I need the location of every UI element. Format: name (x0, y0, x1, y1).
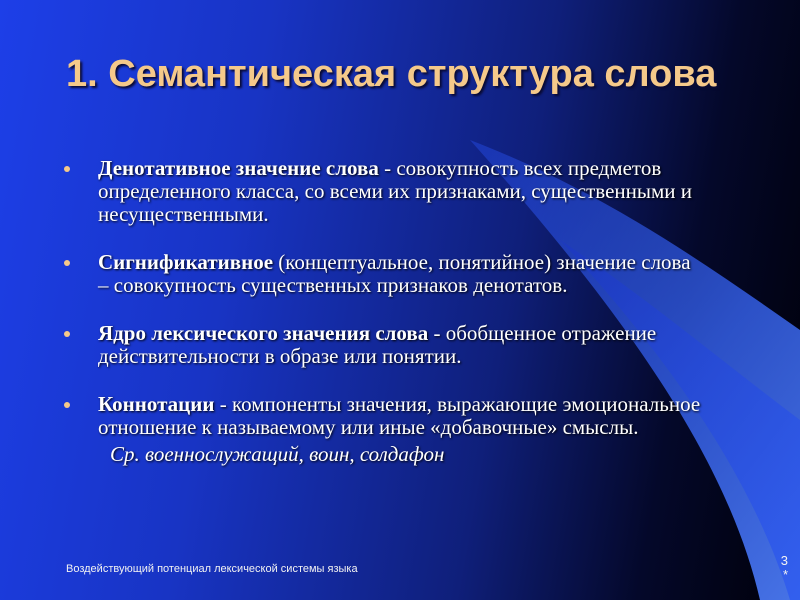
bullet-text: (концептуальное, понятийное) значение слова – совокупность существенных признаков денотатов. (98, 250, 691, 297)
bullet-item-denotative (64, 157, 704, 226)
bullet-dot-icon (64, 331, 70, 337)
bullet-dot-icon (64, 260, 70, 266)
bullet-term: Ядро лексического значения слова (98, 321, 429, 345)
bullet-item-significative (64, 251, 704, 297)
bullet-item-core-meaning (64, 322, 704, 368)
bullet-dot-icon (64, 402, 70, 408)
bullet-text: - обобщенное отражение действительности в образе или понятии. (98, 321, 657, 368)
bullet-term: Денотативное значение слова (98, 156, 379, 180)
bullet-dot-icon (64, 166, 70, 172)
page-number-value: 3 (780, 553, 788, 568)
bullet-text: - компоненты значения, выражающие эмоциональное отношение к называемому или иные «добавочные» смыслы. (98, 392, 701, 439)
example-text: Ср. военнослужащий, воин, солдафон (110, 442, 445, 466)
bullet-item-connotations (64, 393, 704, 439)
footer-text: Воздействующий потенциал лексической системы языка (66, 563, 358, 575)
page-number-marker: * (782, 567, 788, 582)
bullet-term: Сигнификативное (98, 250, 274, 274)
page-number (781, 554, 788, 582)
bullet-term: Коннотации (98, 392, 215, 416)
bullet-text: - совокупность всех предметов определенного класса, со всеми их признаками, существенными и несущественными. (98, 156, 692, 226)
slide-title: 1. Семантическая структура слова (66, 53, 717, 95)
bullet-list (64, 157, 704, 466)
